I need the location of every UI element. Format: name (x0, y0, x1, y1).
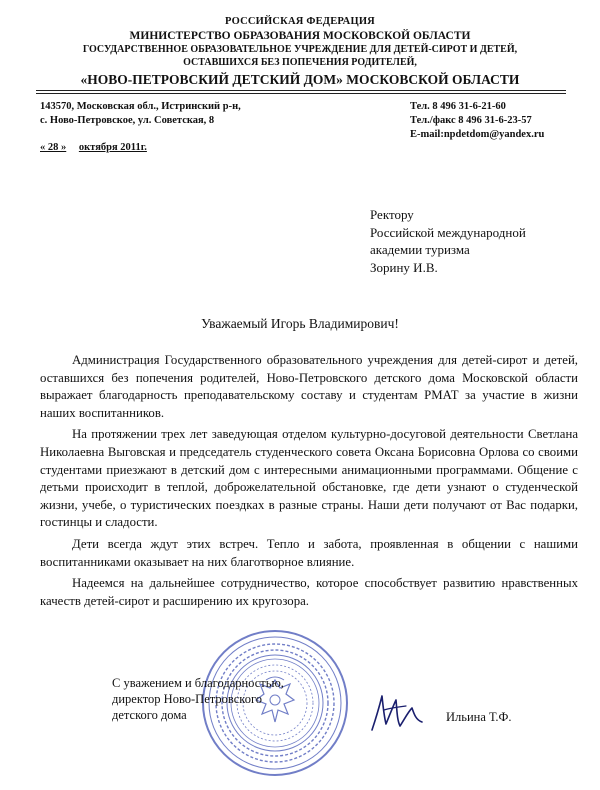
address-line: 143570, Московская обл., Истринский р-н, (40, 101, 241, 112)
handwritten-signature (366, 690, 428, 734)
signer-position: директор Ново-Петровского (112, 692, 263, 706)
sender-address (40, 100, 241, 128)
signer-name: Ильина Т.Ф. (446, 710, 512, 724)
body-paragraph: На протяжении трех лет заведующая отделом культурно-досуговой деятельности Светлана Николаевна Выговская и председатель студенческого совета Оксана Борисовна Орлова со своими студентами приезжают в детский дом с интересными анимационными программами. Общение с детьми происходит в теплой, доброжелательной обстановке, где дети узнают о студенческой жизни, учебе, о туристических поездках в разные страны. Наши дети получают от Вас подарки, гостинцы и сладости. (40, 427, 578, 530)
body-paragraph: Дети всегда ждут этих встреч. Тепло и забота, проявленная в общении с нашими воспитанниками оказывает на них благотворное влияние. (40, 536, 578, 569)
sender-contacts (410, 100, 544, 142)
addressee-block (370, 206, 526, 276)
salutation: Уважаемый Игорь Владимирович! (201, 316, 399, 331)
fax-number: Тел./факс 8 496 31-6-23-57 (410, 115, 532, 126)
letterhead-institution-type-cont: ОСТАВШИХСЯ БЕЗ ПОПЕЧЕНИЯ РОДИТЕЛЕЙ, (183, 57, 417, 68)
addressee-line: академии туризма (370, 242, 470, 257)
letter-body (40, 352, 578, 614)
body-paragraph: Надеемся на дальнейшее сотрудничество, которое способствует развитию нравственных качеств детей-сирот и расширению их кругозора. (40, 576, 578, 608)
addressee-line: Российской международной (370, 224, 526, 240)
letterhead-ministry: МИНИСТЕРСТВО ОБРАЗОВАНИЯ МОСКОВСКОЙ ОБЛАСТИ (129, 30, 471, 42)
letterhead-institution-type: ГОСУДАРСТВЕННОЕ ОБРАЗОВАТЕЛЬНОЕ УЧРЕЖДЕНИЕ ДЛЯ ДЕТЕЙ-СИРОТ И ДЕТЕЙ, (82, 44, 518, 55)
signer-position-cont: детского дома (112, 708, 187, 722)
address-line: с. Ново-Петровское, ул. Советская, 8 (40, 115, 215, 126)
date-day: « 28 » (40, 142, 67, 153)
closing-block (112, 675, 284, 723)
closing-line: С уважением и благодарностью, (112, 676, 284, 690)
letterhead-institution-name: «НОВО-ПЕТРОВСКИЙ ДЕТСКИЙ ДОМ» МОСКОВСКОЙ ОБЛАСТИ (80, 72, 520, 87)
letter-date (40, 142, 147, 153)
addressee-line: Зорину И.В. (370, 259, 438, 275)
letterhead-divider-bottom (36, 93, 566, 94)
email-address: E-mail:npdetdom@yandex.ru (410, 129, 545, 140)
letterhead-country: РОССИЙСКАЯ ФЕДЕРАЦИЯ (225, 16, 375, 27)
date-month-year: октября 2011г. (78, 142, 147, 153)
letterhead-divider-top (36, 90, 566, 91)
body-paragraph: Администрация Государственного образовательного учреждения для детей-сирот и детей, оставшихся без попечения родителей, Ново-Петровского детского дома Московской области выражает благодарность преподавательскому составу и студентам РМАТ за участие в жизни наших воспитанников. (40, 353, 578, 420)
addressee-line: Ректору (370, 207, 414, 222)
phone-number: Тел. 8 496 31-6-21-60 (410, 101, 506, 112)
